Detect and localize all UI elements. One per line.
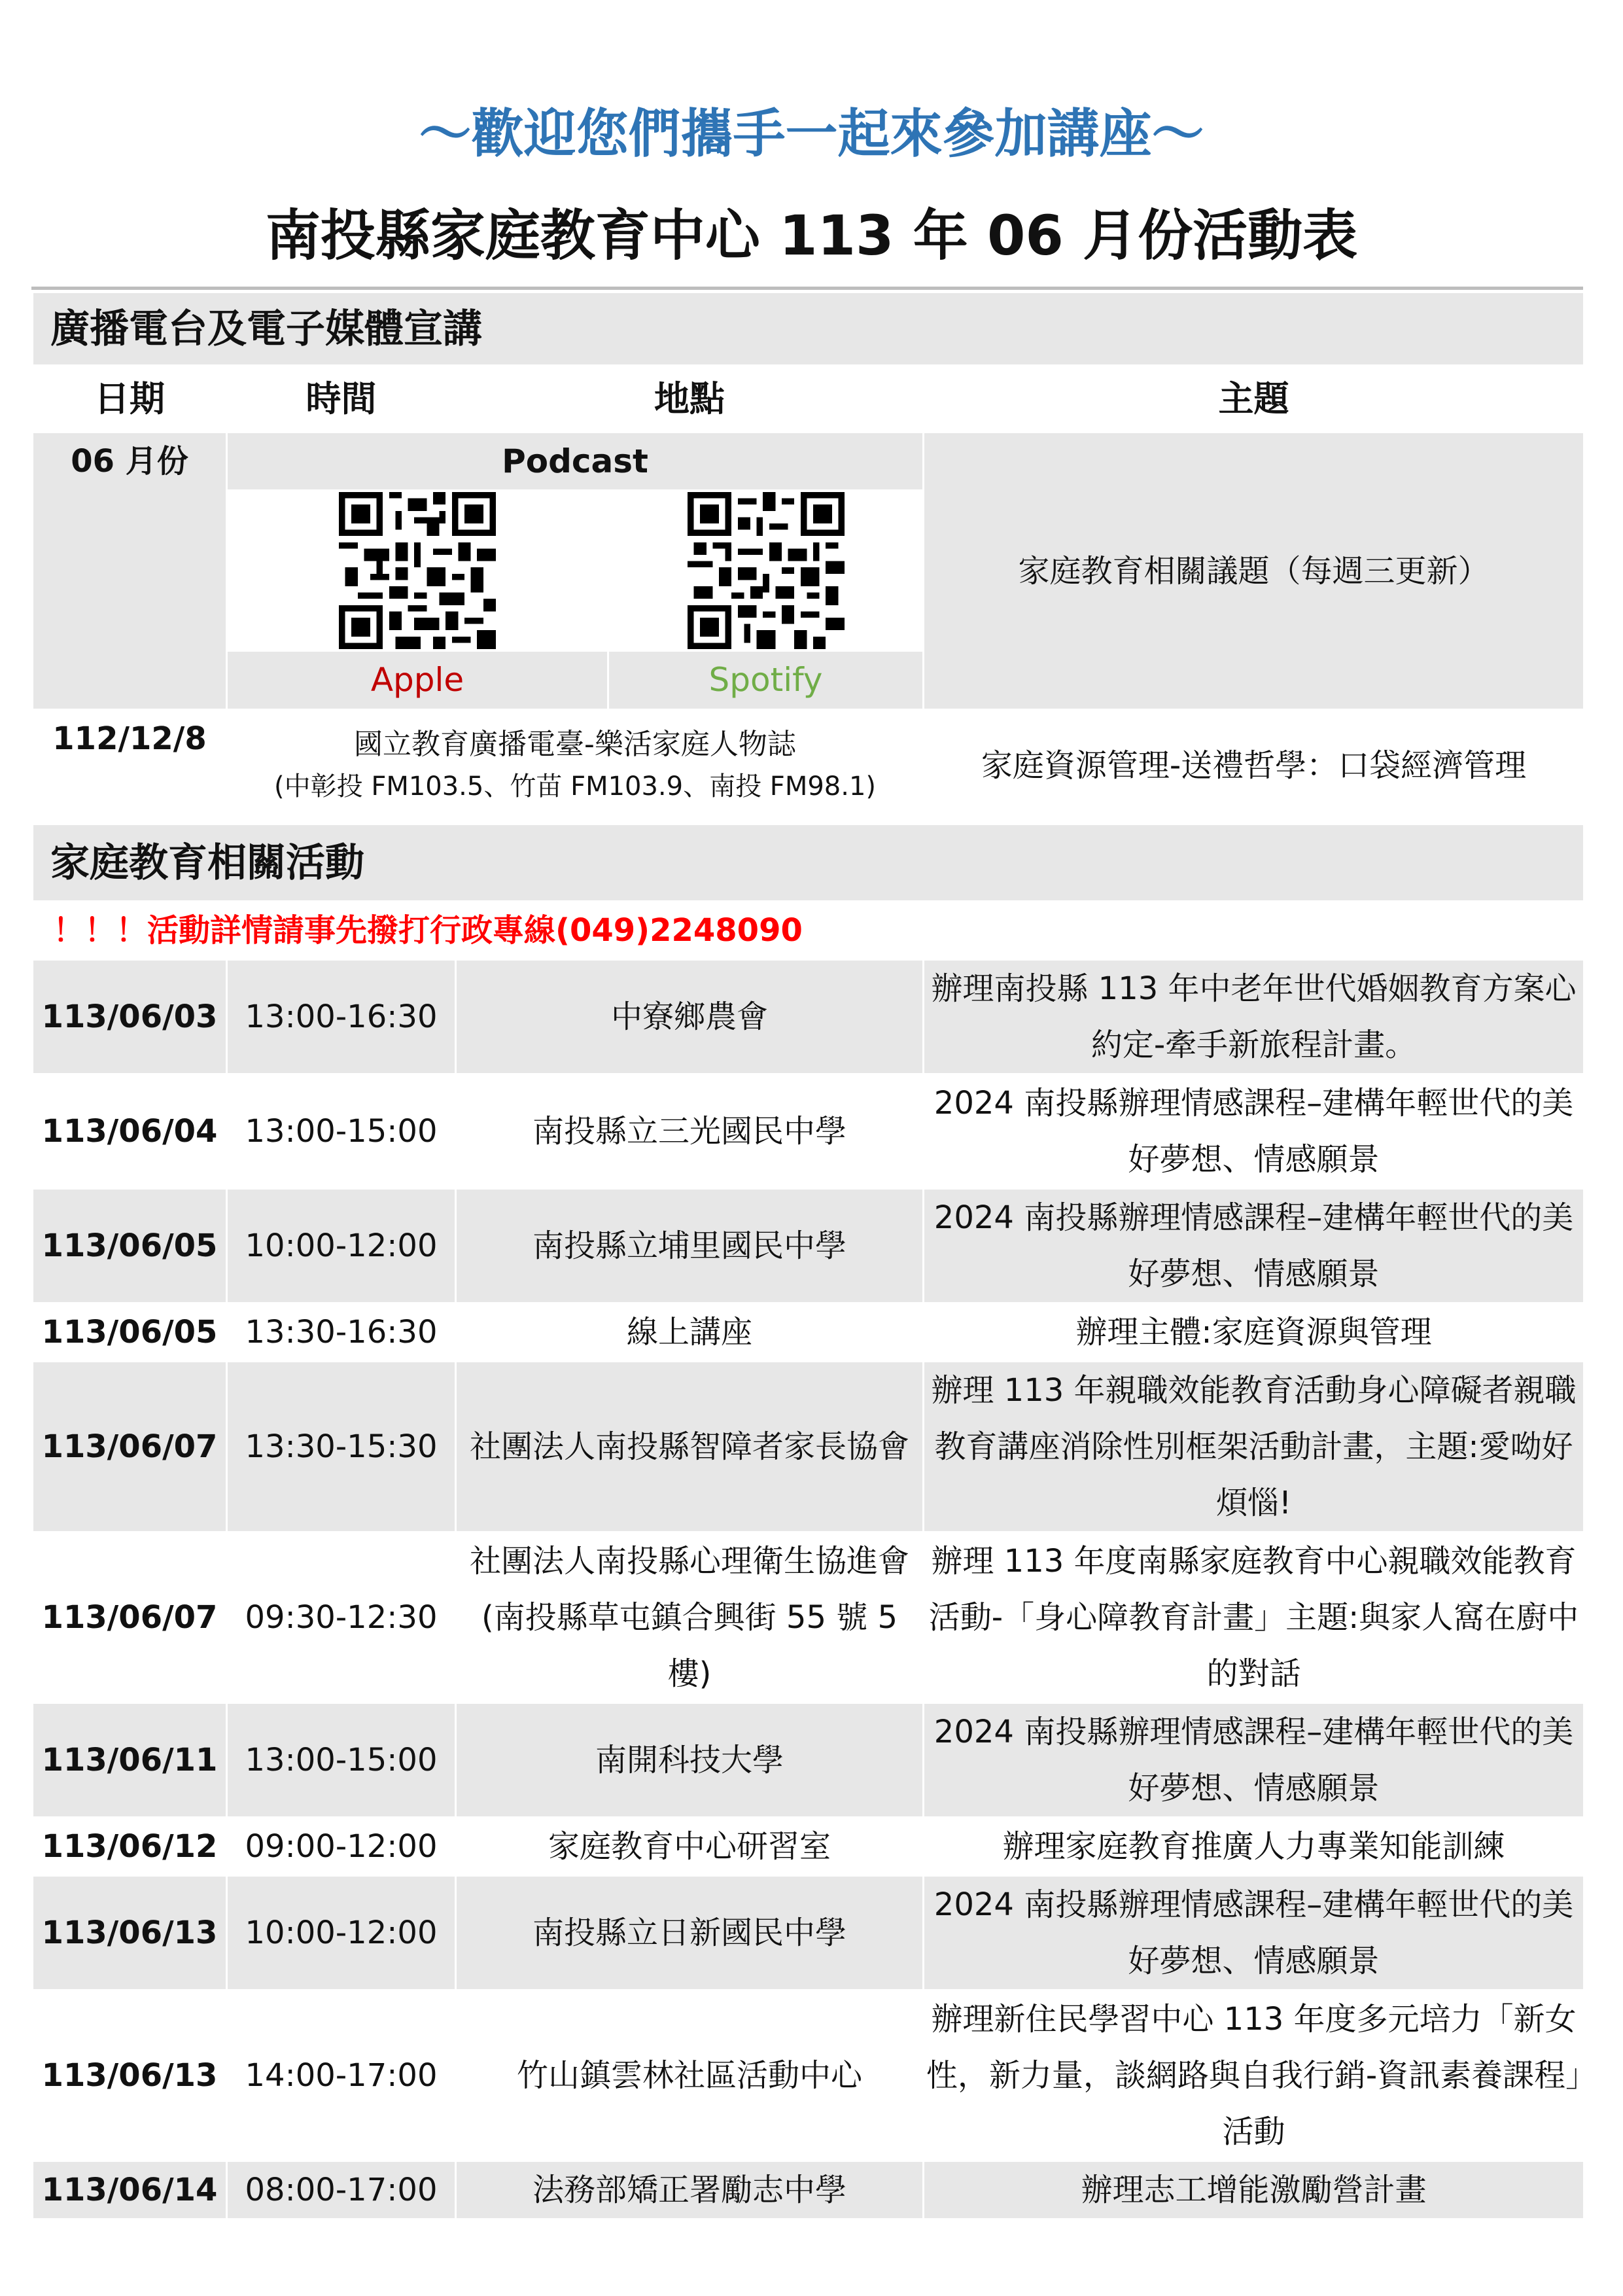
activity-place: 中寮鄉農會 [456, 960, 924, 1074]
spotify-link[interactable]: Spotify [708, 661, 823, 699]
activity-topic: 2024 南投縣辦理情感課程–建構年輕世代的美好夢想、情感願景 [924, 1074, 1584, 1189]
table-row [33, 1703, 1584, 1818]
activity-date: 113/06/14 [33, 2161, 227, 2219]
activity-place: 社團法人南投縣心理衛生協進會(南投縣草屯鎮合興街 55 號 5 樓) [456, 1532, 924, 1703]
podcast-date: 06 月份 [33, 433, 227, 710]
activity-topic: 辦理 113 年親職效能教育活動身心障礙者親職教育講座消除性別框架活動計畫，主題:愛呦好煩惱! [924, 1362, 1584, 1532]
activity-date: 113/06/03 [33, 960, 227, 1074]
activity-time: 10:00-12:00 [227, 1189, 456, 1303]
activity-place: 南投縣立埔里國民中學 [456, 1189, 924, 1303]
activity-topic: 辦理主體:家庭資源與管理 [924, 1303, 1584, 1362]
activity-topic: 2024 南投縣辦理情感課程–建構年輕世代的美好夢想、情感願景 [924, 1703, 1584, 1818]
table-row [33, 1818, 1584, 1876]
broadcast-date: 112/12/8 [33, 710, 227, 821]
activity-time: 13:00-16:30 [227, 960, 456, 1074]
activity-date: 113/06/04 [33, 1074, 227, 1189]
activity-topic: 2024 南投縣辦理情感課程–建構年輕世代的美好夢想、情感願景 [924, 1189, 1584, 1303]
activity-time: 13:30-15:30 [227, 1362, 456, 1532]
column-header-place: 地點 [456, 366, 924, 433]
phone-notice: ！！！活動詳情請事先撥打行政專線(049)2248090 [33, 902, 1584, 960]
column-header-date: 日期 [33, 366, 227, 433]
activity-place: 法務部矯正署勵志中學 [456, 2161, 924, 2219]
page-title: 南投縣家庭教育中心 113 年 06 月份活動表 [265, 203, 1358, 268]
activity-topic: 辦理志工增能激勵營計畫 [924, 2161, 1584, 2219]
activity-place: 竹山鎮雲林社區活動中心 [456, 1990, 924, 2161]
activity-time: 09:00-12:00 [227, 1818, 456, 1876]
apple-qr-code-icon[interactable] [339, 492, 496, 649]
spotify-qr-cell [608, 491, 924, 651]
table-row [33, 1532, 1584, 1703]
activity-place: 南投縣立日新國民中學 [456, 1876, 924, 1990]
activities-table [31, 823, 1585, 2220]
title-divider [31, 287, 1583, 290]
activity-date: 113/06/12 [33, 1818, 227, 1876]
activity-date: 113/06/11 [33, 1703, 227, 1818]
activity-time: 08:00-17:00 [227, 2161, 456, 2219]
activity-place: 線上講座 [456, 1303, 924, 1362]
table-row [33, 1990, 1584, 2161]
apple-qr-cell [227, 491, 608, 651]
activity-time: 10:00-12:00 [227, 1876, 456, 1990]
activity-time: 13:00-15:00 [227, 1074, 456, 1189]
table-row [33, 1189, 1584, 1303]
activity-date: 113/06/05 [33, 1303, 227, 1362]
activity-place: 社團法人南投縣智障者家長協會 [456, 1362, 924, 1532]
spotify-qr-code-icon[interactable] [688, 492, 845, 649]
activity-topic: 辦理新住民學習中心 113 年度多元培力「新女性，新力量，談網路與自我行銷-資訊素養課程」活動 [924, 1990, 1584, 2161]
activity-time: 09:30-12:30 [227, 1532, 456, 1703]
activity-time: 13:00-15:00 [227, 1703, 456, 1818]
apple-link[interactable]: Apple [370, 661, 464, 699]
podcast-label: Podcast [227, 433, 924, 491]
radio-table [31, 291, 1585, 822]
table-row [33, 2161, 1584, 2219]
column-header-time: 時間 [227, 366, 456, 433]
table-row [33, 1876, 1584, 1990]
activity-topic: 2024 南投縣辦理情感課程–建構年輕世代的美好夢想、情感願景 [924, 1876, 1584, 1990]
activity-place: 南開科技大學 [456, 1703, 924, 1818]
welcome-banner: ～歡迎您們攜手一起來參加講座～ [419, 103, 1204, 164]
table-row [33, 1303, 1584, 1362]
broadcast-topic: 家庭資源管理-送禮哲學：口袋經濟管理 [924, 710, 1584, 821]
broadcast-station: 國立教育廣播電臺-樂活家庭人物誌 [354, 727, 796, 761]
activity-topic: 辦理南投縣 113 年中老年世代婚姻教育方案心約定-牽手新旅程計畫。 [924, 960, 1584, 1074]
activity-date: 113/06/05 [33, 1189, 227, 1303]
activities-section-heading: 家庭教育相關活動 [33, 824, 1584, 902]
apple-label[interactable] [227, 651, 608, 710]
column-header-topic: 主題 [924, 366, 1584, 433]
podcast-topic: 家庭教育相關議題（每週三更新） [924, 433, 1584, 710]
broadcast-frequencies: (中彰投 FM103.5、竹苗 FM103.9、南投 FM98.1) [274, 771, 876, 802]
activity-date: 113/06/07 [33, 1532, 227, 1703]
activity-topic: 辦理 113 年度南縣家庭教育中心親職效能教育活動-「身心障教育計畫」主題:與家人窩在廚中的對話 [924, 1532, 1584, 1703]
table-row [33, 1074, 1584, 1189]
activity-time: 13:30-16:30 [227, 1303, 456, 1362]
table-row [33, 1362, 1584, 1532]
activity-date: 113/06/07 [33, 1362, 227, 1532]
activity-time: 14:00-17:00 [227, 1990, 456, 2161]
activity-place: 家庭教育中心研習室 [456, 1818, 924, 1876]
activity-date: 113/06/13 [33, 1876, 227, 1990]
spotify-label[interactable] [608, 651, 924, 710]
broadcast-place [227, 710, 924, 821]
table-row [33, 960, 1584, 1074]
activity-place: 南投縣立三光國民中學 [456, 1074, 924, 1189]
radio-section-heading: 廣播電台及電子媒體宣講 [33, 292, 1584, 366]
activity-date: 113/06/13 [33, 1990, 227, 2161]
activity-topic: 辦理家庭教育推廣人力專業知能訓練 [924, 1818, 1584, 1876]
